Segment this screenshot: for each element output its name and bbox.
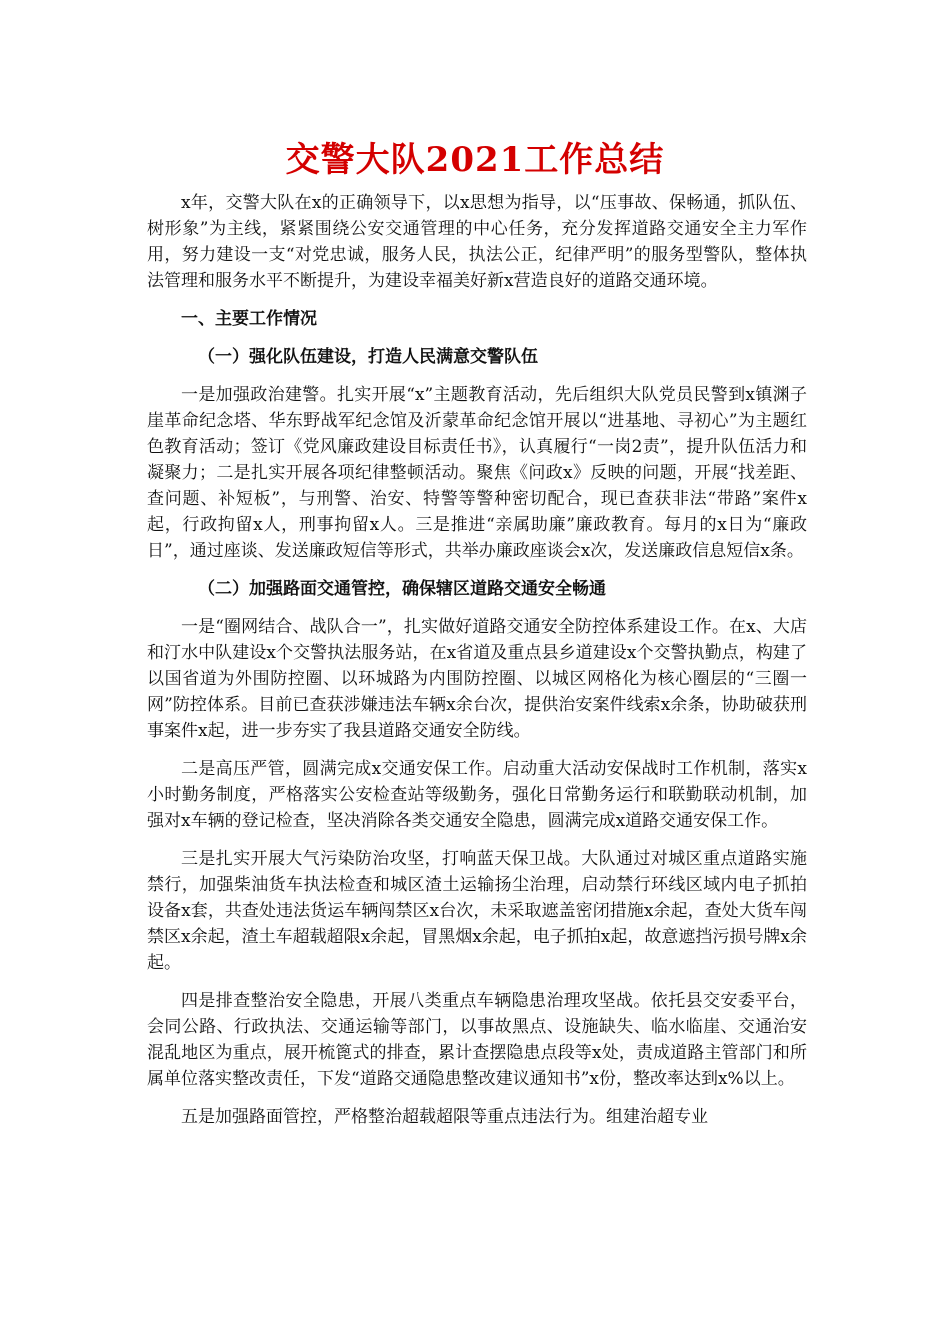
paragraph-hazard-inspection: 四是排查整治安全隐患，开展八类重点车辆隐患治理攻坚战。依托县交安委平台，会同公路、行政执法、交通运输等部门，以事故黑点、设施缺失、临水临崖、交通治安混乱地区为重点，展开梳篦式的排查，累计查摆隐患点段等x处，责成道路主管部门和所属单位落实整改责任，下发“道路交通隐患整改建议通知书”x份，整改率达到x%以上。 xyxy=(147,991,807,1089)
subsection-heading-road-control: （二）加强路面交通管控，确保辖区道路交通安全畅通 xyxy=(198,579,606,599)
subsection-heading-team-building: （一）强化队伍建设，打造人民满意交警队伍 xyxy=(198,347,538,367)
paragraph-security-work: 二是高压严管，圆满完成x交通安保工作。启动重大活动安保战时工作机制，落实x小时勤务制度，严格落实公安检查站等级勤务，强化日常勤务运行和联勤联动机制，加强对x车辆的登记检查，坚决消除各类交通安全隐患，圆满完成x道路交通安保工作。 xyxy=(147,759,807,831)
paragraph-control-system: 一是“圈网结合、战队合一”，扎实做好道路交通安全防控体系建设工作。在x、大店和汀水中队建设x个交警执法服务站，在x省道及重点县乡道建设x个交警执勤点，构建了以国省道为外围防控圈、以环城路为内围防控圈、以城区网格化为核心圈层的“三圈一网”防控体系。目前已查获涉嫌违法车辆x余台次，提供治安案件线索x余条，协助破获刑事案件x起，进一步夯实了我县道路交通安全防线。 xyxy=(147,617,807,741)
document-body xyxy=(147,190,807,1142)
paragraph-overload-control: 五是加强路面管控，严格整治超载超限等重点违法行为。组建治超专业 xyxy=(181,1107,708,1127)
paragraph-air-pollution: 三是扎实开展大气污染防治攻坚，打响蓝天保卫战。大队通过对城区重点道路实施禁行，加强柴油货车执法检查和城区渣土运输扬尘治理，启动禁行环线区域内电子抓拍设备x套，共查处违法货运车辆闯禁区x台次，未采取遮盖密闭措施x余起，查处大货车闯禁区x余起，渣土车超载超限x余起，冒黑烟x余起，电子抓拍x起，故意遮挡污损号牌x余起。 xyxy=(147,849,807,973)
section-heading-main-work: 一、主要工作情况 xyxy=(181,309,317,329)
document-title: 交警大队2021工作总结 xyxy=(285,140,665,180)
intro-paragraph: x年，交警大队在x的正确领导下，以x思想为指导，以“压事故、保畅通，抓队伍、树形象”为主线，紧紧围绕公安交通管理的中心任务，充分发挥道路交通安全主力军作用，努力建设一支“对党忠诚，服务人民，执法公正，纪律严明”的服务型警队，整体执法管理和服务水平不断提升，为建设幸福美好新x营造良好的道路交通环境。 xyxy=(147,193,807,291)
paragraph-political-building: 一是加强政治建警。扎实开展“x”主题教育活动，先后组织大队党员民警到x镇渊子崖革命纪念塔、华东野战军纪念馆及沂蒙革命纪念馆开展以“进基地、寻初心”为主题红色教育活动；签订《党风廉政建设目标责任书》，认真履行“一岗2责”，提升队伍活力和凝聚力；二是扎实开展各项纪律整顿活动。聚焦《问政x》反映的问题，开展“找差距、查问题、补短板”，与刑警、治安、特警等警种密切配合，现已查获非法“带路”案件x起，行政拘留x人，刑事拘留x人。三是推进“亲属助廉”廉政教育。每月的x日为“廉政日”，通过座谈、发送廉政短信等形式，共举办廉政座谈会x次，发送廉政信息短信x条。 xyxy=(147,385,807,561)
